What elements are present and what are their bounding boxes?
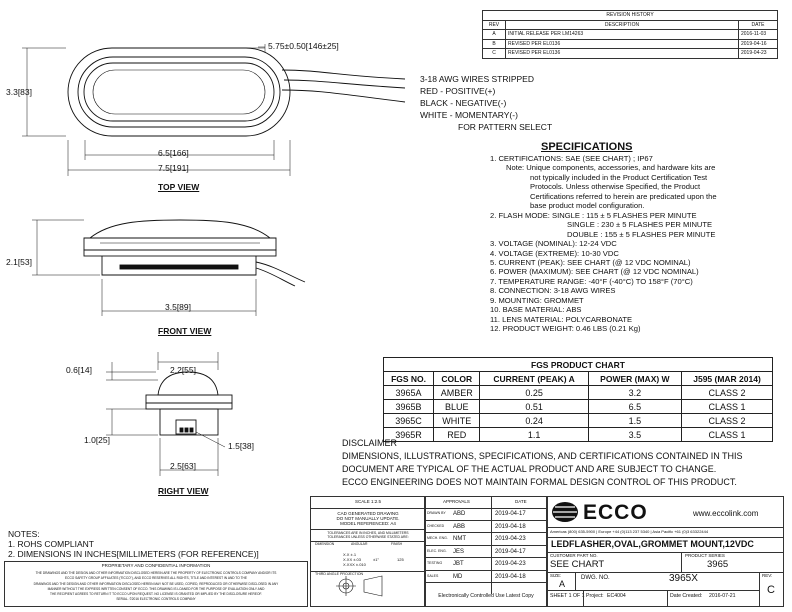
product-title: LEDFLASHER,OVAL,GROMMET MOUNT,12VDC	[551, 539, 754, 549]
fgs-cell: 3.2	[588, 386, 681, 400]
spec-line: Protocols. Unless otherwise Specified, the Product	[530, 182, 701, 192]
spec-line: not typically included in the Product Certification Test	[530, 172, 708, 182]
sheet-number: SHEET 1 OF 1	[550, 593, 585, 599]
fgs-cell: BLUE	[434, 400, 480, 414]
rev-header-description: DESCRIPTION	[506, 20, 739, 30]
dim-front-height: 2.1[53]	[6, 257, 32, 267]
title-block-right	[546, 496, 784, 607]
tol-value: 125	[397, 557, 404, 562]
proprietary-line: THE RECIPIENT AGREES TO RETURN IT TO ECCO UPON REQUEST. NO LICENSE IS GRANTED OR IMPLIED BY THE DISCLOSURE HEREOF.	[50, 592, 262, 597]
approvals-label: APPROVALS	[443, 499, 470, 504]
proprietary-line: ECCO SAFETY GROUP AFFILIATES ("ECCO"), AND ECCO RESERVES ALL RIGHTS, TITLE AND INTEREST IN AND TO THE	[65, 576, 247, 581]
wire-note: WHITE - MOMENTARY(-)	[420, 110, 518, 120]
size-value: A	[559, 579, 566, 589]
disclaimer-line: ECCO ENGINEERING DOES NOT MAINTAIN FORMAL DESIGN CONTROL OF THIS PRODUCT.	[342, 477, 737, 487]
spec-line: 11. LENS MATERIAL: POLYCARBONATE	[490, 314, 633, 324]
fgs-cell: 1.1	[480, 428, 588, 442]
rev-cell: REVISED PER EL0136	[506, 39, 739, 49]
approval-initials: ABB	[453, 523, 466, 530]
project-value: EC4004	[607, 593, 626, 599]
spec-line: SINGLE : 230 ± 5 FLASHES PER MINUTE	[567, 220, 713, 230]
fgs-cell: 1.5	[588, 414, 681, 428]
disclaimer-title: DISCLAIMER	[342, 438, 398, 448]
dim-right-depth: 1.0[25]	[84, 435, 110, 445]
disclaimer-line: DIMENSIONS, ILLUSTRATIONS, SPECIFICATIONS, AND CERTIFICATIONS CONTAINED IN THIS	[342, 451, 743, 461]
dim-wire-length: 5.75±0.50[146±25]	[268, 41, 339, 51]
fgs-cell: 0.25	[480, 386, 588, 400]
revision-history-title: REVISION HISTORY	[483, 11, 778, 21]
approval-initials: JES	[453, 548, 465, 555]
fgs-cell: 3965B	[384, 400, 434, 414]
cad-note: CAD GENERATED DRAWING	[337, 511, 399, 516]
fgs-header: CURRENT (PEAK) A	[480, 372, 588, 386]
fgs-cell: 3965R	[384, 428, 434, 442]
approval-date: 2019-04-18	[495, 523, 526, 530]
fgs-cell: 3965A	[384, 386, 434, 400]
website: www.eccolink.com	[693, 509, 759, 518]
fgs-cell: CLASS 1	[682, 428, 773, 442]
spec-line: 10. BASE MATERIAL: ABS	[490, 305, 582, 315]
fgs-cell: 3.5	[588, 428, 681, 442]
product-series-label: PRODUCT SERIES	[685, 553, 725, 558]
dim-top-height: 3.3[83]	[6, 87, 32, 97]
spec-line: Note: Unique components, accessories, and hardware kits are	[506, 163, 716, 173]
fgs-product-chart	[383, 357, 773, 442]
dim-outer-width: 7.5[191]	[158, 163, 189, 173]
tolerance-note: TOLERANCES UNLESS OTHERWISE STATED ARE:	[327, 535, 409, 539]
ecco-logo-icon	[551, 501, 579, 523]
wire-note: BLACK - NEGATIVE(-)	[420, 98, 507, 108]
tol-header: FINISH	[391, 542, 403, 546]
approval-role: DRAWN BY	[427, 511, 446, 515]
proprietary-title: PROPRIETARY AND CONFIDENTIAL INFORMATION	[101, 563, 211, 568]
dim-right-base: 2.5[63]	[170, 461, 196, 471]
spec-line: 4. VOLTAGE (EXTREME): 10-30 VDC	[490, 248, 619, 258]
proprietary-box	[4, 561, 308, 607]
spec-line: 12. PRODUCT WEIGHT: 0.46 LBS (0.21 Kg)	[490, 324, 641, 334]
table-row	[425, 546, 547, 559]
approval-date: 2019-04-23	[495, 561, 526, 567]
date-created: 2016-07-21	[709, 593, 736, 599]
approval-date: 2019-04-17	[495, 548, 526, 555]
wire-note: RED - POSITIVE(+)	[420, 86, 496, 96]
table-row	[483, 30, 778, 40]
rev-cell: 2016-11-03	[739, 30, 778, 40]
fgs-cell: 6.5	[588, 400, 681, 414]
cad-note: MODEL REFERENCED: A4	[340, 521, 396, 526]
tol-header: ANGULAR	[351, 542, 368, 546]
top-view-drawing	[22, 41, 405, 176]
table-row	[425, 521, 547, 534]
proprietary-line: THE DRAWINGS AND THE DESIGN AND OTHER INFORMATION DISCLOSED HEREIN ARE THE PROPERTY OF ELECTRONIC CONTROLS COMPANY AND/OR ITS	[35, 571, 277, 575]
brand-name: ECCO	[583, 501, 648, 524]
rev-label: REV:	[762, 573, 773, 578]
spec-line: DOUBLE : 155 ± 5 FLASHES PER MINUTE	[567, 229, 716, 239]
fgs-header: FGS NO.	[384, 372, 434, 386]
approval-initials: JBT	[453, 561, 464, 567]
fgs-cell: 0.24	[480, 414, 588, 428]
title-block-left	[310, 496, 426, 607]
disclaimer-line: DOCUMENT ARE TYPICAL OF THE ACTUAL PRODUCT AND ARE SUBJECT TO CHANGE.	[342, 464, 717, 474]
table-row	[425, 558, 547, 571]
table-row	[425, 533, 547, 546]
table-row	[483, 49, 778, 59]
approval-role: ELEC. ENG.	[427, 548, 447, 553]
proprietary-line: MANNER WITHOUT THE EXPRESS WRITTEN CONSENT OF ECCO. THIS DRAWING IS LOANED FOR THE PURPOSE OF EVALUATION ONLY AND	[47, 586, 265, 591]
right-view-drawing	[106, 352, 232, 476]
specifications-title: SPECIFICATIONS	[541, 141, 633, 153]
revision-history-table	[482, 10, 778, 59]
product-series: 3965	[707, 559, 729, 570]
rev-value: C	[767, 584, 775, 596]
table-row	[384, 414, 773, 428]
fgs-cell: CLASS 1	[682, 400, 773, 414]
right-view-label: RIGHT VIEW	[158, 486, 209, 496]
spec-line: 3. VOLTAGE (NOMINAL): 12-24 VDC	[490, 239, 617, 249]
rev-header-rev: REV	[483, 20, 506, 30]
table-row	[483, 39, 778, 49]
approval-date: 2019-04-23	[495, 536, 526, 542]
table-row	[425, 571, 547, 584]
fgs-header: POWER (MAX) W	[588, 372, 681, 386]
approval-initials: NMT	[453, 536, 466, 542]
spec-line: 8. CONNECTION: 3-18 AWG WIRES	[490, 286, 616, 296]
fgs-cell: 3965C	[384, 414, 434, 428]
date-created-label: Date Created:	[670, 593, 703, 599]
dim-right-plug: 1.5[38]	[228, 441, 254, 451]
spec-line: 1. CERTIFICATIONS: SAE (SEE CHART) ; IP67	[490, 154, 653, 163]
tolerance-note: TOLERANCES ARE IN INCHES, AND MILLIMETERS	[327, 531, 409, 535]
specifications-list	[490, 154, 790, 334]
customer-part: SEE CHART	[550, 559, 605, 570]
approval-date: 2019-04-18	[495, 573, 526, 580]
note-line: 2. DIMENSIONS IN INCHES[MILLIMETERS (FOR REFERENCE)]	[8, 549, 259, 559]
tol-value: ±1°	[373, 557, 380, 562]
fgs-cell: AMBER	[434, 386, 480, 400]
front-view-label: FRONT VIEW	[158, 326, 212, 336]
spec-line: 7. TEMPERATURE RANGE: -40°F (-40°C) TO 158°F (70°C)	[490, 276, 693, 286]
dwg-number: 3965X	[669, 573, 698, 584]
spec-line: 9. MOUNTING: GROMMET	[490, 295, 584, 305]
fgs-header: J595 (MAR 2014)	[682, 372, 773, 386]
project-label: Project:	[586, 593, 604, 599]
approvals-block	[424, 496, 548, 607]
rev-cell: INITIAL RELEASE PER LM14263	[506, 30, 739, 40]
rev-header-date: DATE	[739, 20, 778, 30]
spec-line: 6. POWER (MAXIMUM): SEE CHART (@ 12 VDC NOMINAL)	[490, 267, 699, 277]
wire-note: FOR PATTERN SELECT	[458, 122, 553, 132]
rev-cell: C	[483, 49, 506, 59]
dwg-label: DWG. NO.	[581, 575, 610, 581]
approval-rows	[425, 508, 547, 583]
proprietary-line: SERIAL. ©2016 ELECTRONIC CONTROLS COMPANY	[116, 597, 196, 602]
scale-label: SCALE 1:2.5	[354, 499, 381, 504]
table-row	[384, 400, 773, 414]
rev-cell: 2019-04-16	[739, 39, 778, 49]
approval-initials: MD	[453, 573, 463, 580]
approval-role: SALES	[427, 573, 439, 578]
proprietary-line: DRAWINGS AND THE DESIGN AND OTHER INFORMATION DISCLOSED HEREIN MAY NOT BE USED, COPIED, REPRODUCED OR OTHERWISE DISCLOSED IN ANY	[33, 581, 279, 586]
fgs-chart-title: FGS PRODUCT CHART	[384, 358, 773, 372]
tol-value: X.XXX ±.010	[343, 562, 366, 567]
rev-cell: B	[483, 39, 506, 49]
fgs-header: COLOR	[434, 372, 480, 386]
spec-line: base product model configuration.	[530, 201, 645, 211]
spec-line: 2. FLASH MODE: SINGLE : 115 ± 5 FLASHES PER MINUTE	[490, 210, 697, 220]
top-view-label: TOP VIEW	[158, 182, 200, 192]
tol-value: X.XX ±.03	[343, 557, 361, 562]
note-line: 1. ROHS COMPLIANT	[8, 539, 94, 549]
fgs-cell: RED	[434, 428, 480, 442]
spec-line: 5. CURRENT (PEAK): SEE CHART (@ 12 VDC NOMINAL)	[490, 257, 691, 267]
fgs-cell: CLASS 2	[682, 386, 773, 400]
controlled-note: Electronically Controlled Use Latest Copy	[438, 593, 534, 599]
dim-right-lens: 2.2[55]	[170, 365, 196, 375]
table-row	[425, 508, 547, 521]
contacts: Americas (800) 635-5900 | Europe +44 (0)113 237 5340 | Asia Pacific +61 (0)3 63322444	[550, 529, 709, 534]
dim-right-top: 0.6[14]	[66, 365, 92, 375]
tol-value: X.X ±.1	[343, 552, 357, 557]
fgs-cell: WHITE	[434, 414, 480, 428]
approval-role: CHECKED	[427, 523, 445, 528]
cad-note: DO NOT MANUALLY UPDATE.	[336, 516, 400, 521]
fgs-cell: 0.51	[480, 400, 588, 414]
notes-title: NOTES:	[8, 529, 40, 539]
size-label: SIZE:	[550, 573, 562, 578]
table-row	[384, 428, 773, 442]
spec-line: Certifications referred to herein are predicated upon the	[530, 191, 717, 201]
dim-inner-width: 6.5[166]	[158, 148, 189, 158]
approval-role: MECH. ENG.	[427, 536, 448, 540]
projection-label: THIRD ANGLE PROJECTION	[315, 572, 364, 576]
dim-front-base: 3.5[89]	[165, 302, 191, 312]
approval-date: 2019-04-17	[495, 511, 526, 517]
rev-cell: REVISED PER EL0136	[506, 49, 739, 59]
approval-initials: ABD	[453, 511, 466, 517]
date-header: DATE	[515, 499, 527, 504]
rev-cell: A	[483, 30, 506, 40]
customer-part-label: CUSTOMER PART NO.	[550, 553, 598, 558]
rev-cell: 2019-04-23	[739, 49, 778, 59]
table-row	[384, 386, 773, 400]
fgs-cell: CLASS 2	[682, 414, 773, 428]
tol-header: DIMENSION	[315, 542, 335, 546]
approval-role: TESTING	[427, 561, 443, 565]
wire-note: 3-18 AWG WIRES STRIPPED	[420, 74, 534, 84]
